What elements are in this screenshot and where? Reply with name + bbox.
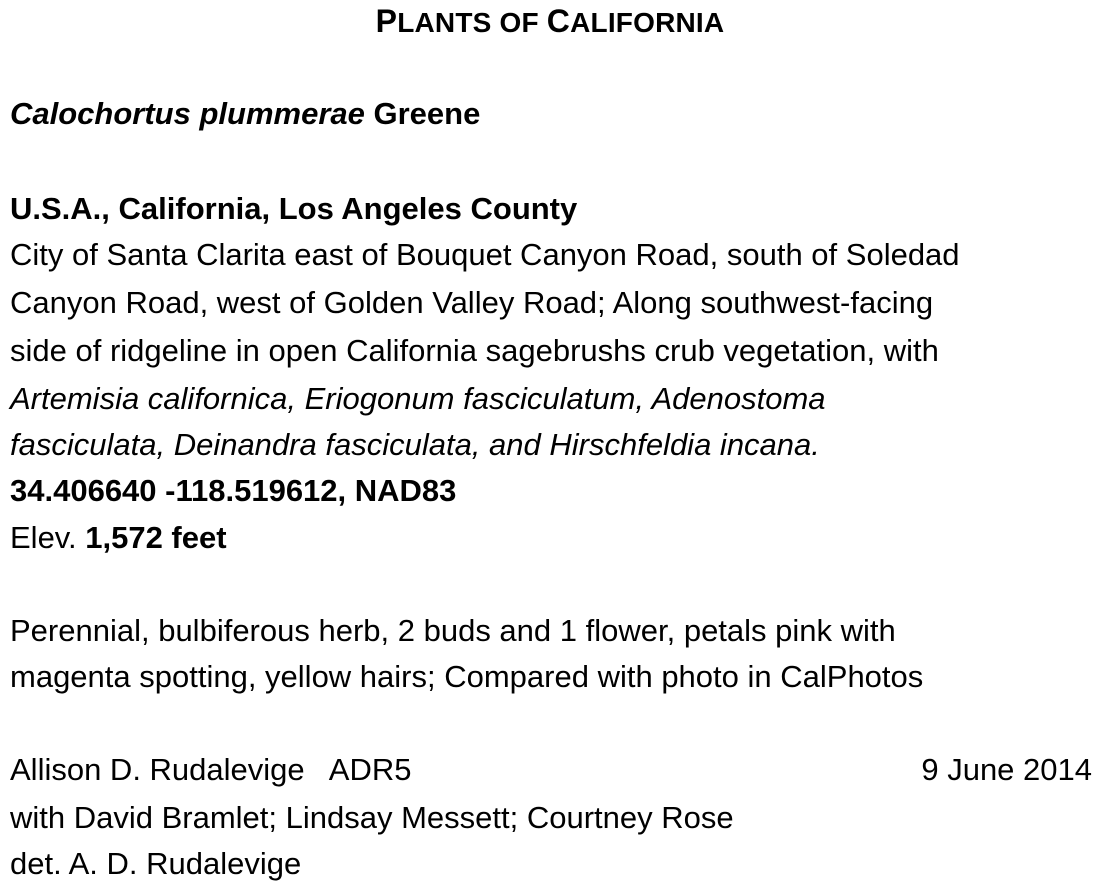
taxon-line [10,92,480,136]
taxon-author: Greene [364,96,481,131]
elevation [10,516,227,560]
title-small-caps-2: ALIFORNIA [570,7,725,38]
coordinates: 34.406640 -118.519612, NAD83 [10,473,457,508]
description-line-2: magenta spotting, yellow hairs; Compared with photo in CalPhotos [10,659,924,694]
elevation-prefix: Elev. [10,520,86,555]
location-header: U.S.A., California, Los Angeles County [10,191,578,226]
elevation-value: 1,572 feet [85,520,227,555]
locality-line-3: side of ridgeline in open California sagebrushs crub vegetation, with [10,333,939,368]
title-small-caps-1: LANTS OF [397,7,547,38]
description-line-1: Perennial, bulbiferous herb, 2 buds and 1 flower, petals pink with [10,613,896,648]
title-initial-c: C [546,3,571,39]
associates-line-1: Artemisia californica, Eriogonum fasciculatum, Adenostoma [10,381,826,416]
associates-line-2: fasciculata, Deinandra fasciculata, and Hirschfeldia incana. [10,427,820,462]
taxon-name: Calochortus plummerae [10,96,365,131]
label-title [0,0,1100,45]
determiner: det. A. D. Rudalevige [10,846,302,881]
locality-line-1: City of Santa Clarita east of Bouquet Canyon Road, south of Soledad [10,237,960,272]
title-initial-p: P [375,3,398,39]
collector: Allison D. Rudalevige ADR5 [10,752,412,787]
with-collectors: with David Bramlet; Lindsay Messett; Courtney Rose [10,800,734,835]
locality-line-2: Canyon Road, west of Golden Valley Road; Along southwest-facing [10,285,934,320]
collection-date: 9 June 2014 [921,752,1092,787]
